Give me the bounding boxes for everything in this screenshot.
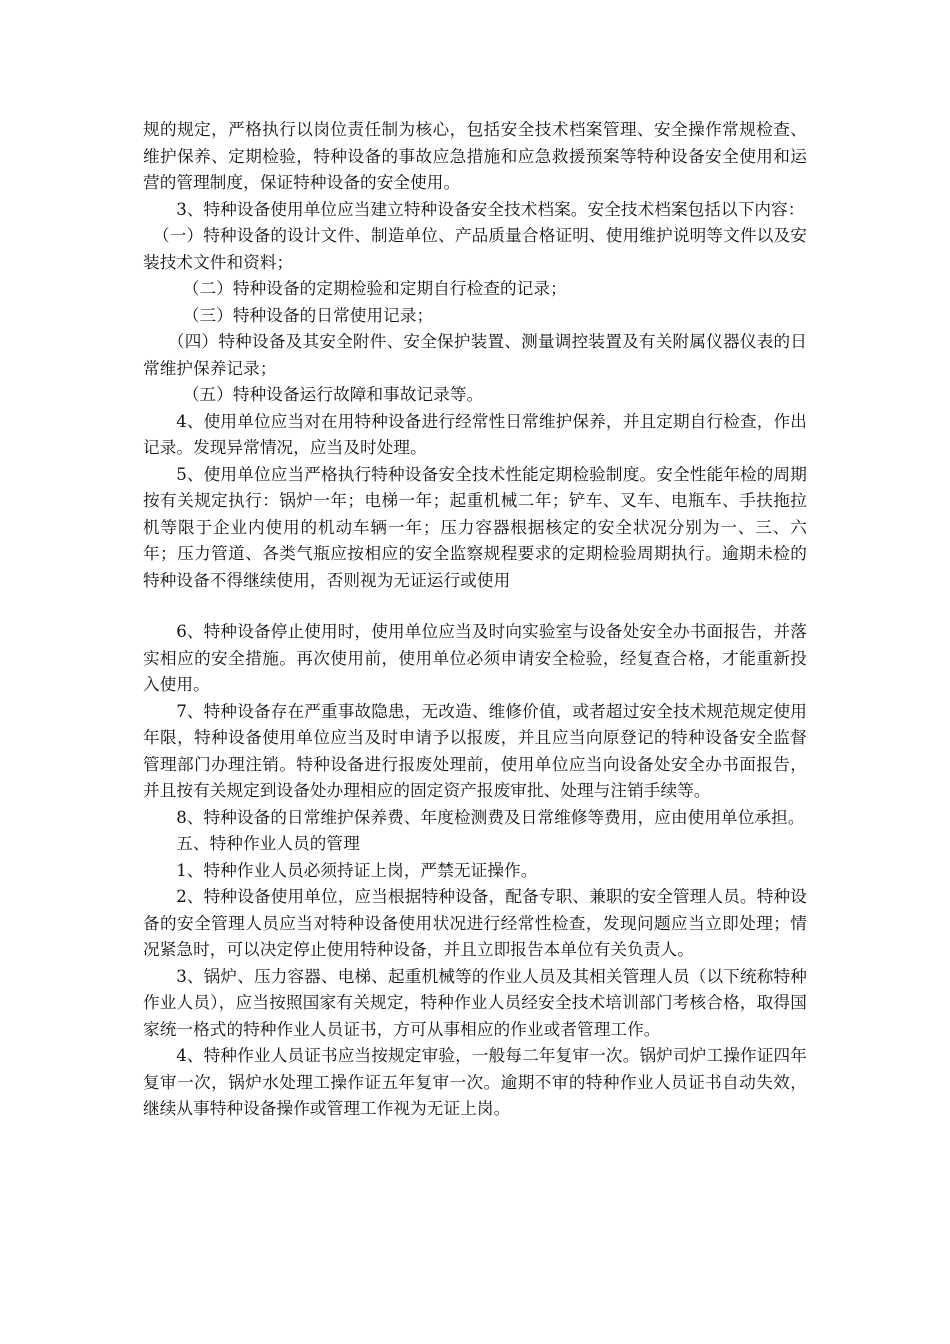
paragraph-sub-2: （二）特种设备的定期检验和定期自行检查的记录； [182,279,567,298]
paragraph-personnel-1: 1、特种作业人员必须持证上岗，严禁无证操作。 [176,860,538,880]
paragraph-item-3: 3、特种设备使用单位应当建立特种设备安全技术档案。安全技术档案包括以下内容： [176,199,805,219]
paragraph-personnel-4: 4、特种作业人员证书应当按规定审验，一般每二年复审一次。锅炉司炉工操作证四年复审一次，锅炉水处理工操作证五年复审一次。逾期不审的特种作业人员证书自动失效，继续从事特种设备操作或管理工作视为无证上岗。 [143,1046,807,1118]
paragraph-item-5: 5、使用单位应当严格执行特种设备安全技术性能定期检验制度。安全性能年检的周期按有关规定执行：锅炉一年；电梯一年；起重机械二年；铲车、叉车、电瓶车、手扶拖拉机等限于企业内使用的机动车辆一年；压力容器根据核定的安全状况分别为一、三、六年；压力管道、各类气瓶应按相应的安全监察规程要求的定期检验周期执行。逾期未检的特种设备不得继续使用，否则视为无证运行或使用 [143,464,807,590]
paragraph-item-8: 8、特种设备的日常维护保养费、年度检测费及日常维修等费用，应由使用单位承担。 [176,807,805,827]
paragraph-item-4: 4、使用单位应当对在用特种设备进行经常性日常维护保养，并且定期自行检查，作出记录。发现异常情况，应当及时处理。 [143,411,807,457]
paragraph-sub-3: （三）特种设备的日常使用记录； [182,305,434,325]
paragraph-sub-4: （四）特种设备及其安全附件、安全保护装置、测量调控装置及有关附属仪器仪表的日常维护保养记录； [143,332,807,378]
paragraph-item-7: 7、特种设备存在严重事故隐患，无改造、维修价值，或者超过安全技术规范规定使用年限，特种设备使用单位应当及时申请予以报废，并且应当向原登记的特种设备安全监督管理部门办理注销。特种设备进行报废处理前，使用单位应当向设备处安全办书面报告，并且按有关规定到设备处办理相应的固定资产报废审批、处理与注销手续等。 [143,701,807,800]
paragraph-personnel-3: 3、锅炉、压力容器、电梯、起重机械等的作业人员及其相关管理人员（以下统称特种作业人员），应当按照国家有关规定，特种作业人员经安全技术培训部门考核合格，取得国家统一格式的特种作业人员证书，方可从事相应的作业或者管理工作。 [143,966,807,1039]
paragraph-personnel-2: 2、特种设备使用单位，应当根据特种设备，配备专职、兼职的安全管理人员。特种设备的安全管理人员应当对特种设备使用状况进行经常性检查，发现问题应当立即处理；情况紧急时，可以决定停止使用特种设备，并且立即报告本单位有关负责人。 [143,887,807,959]
paragraph-item-6: 6、特种设备停止使用时，使用单位应当及时向实验室与设备处安全办书面报告，并落实相应的安全措施。再次使用前，使用单位必须申请安全检验，经复查合格，才能重新投入使用。 [143,622,807,694]
paragraph-sub-5: （五）特种设备运行故障和事故记录等。 [182,385,484,404]
section-heading-5: 五、特种作业人员的管理 [176,834,360,853]
paragraph-continuation: 规的规定，严格执行以岗位责任制为核心，包括安全技术档案管理、安全操作常规检查、维护保养、定期检验，特种设备的事故应急措施和应急救援预案等特种设备安全使用和运营的管理制度，保证特种设备的安全使用。 [143,120,807,192]
paragraph-sub-1: （一）特种设备的设计文件、制造单位、产品质量合格证明、使用维护说明等文件以及安装技术文件和资料； [143,226,807,272]
